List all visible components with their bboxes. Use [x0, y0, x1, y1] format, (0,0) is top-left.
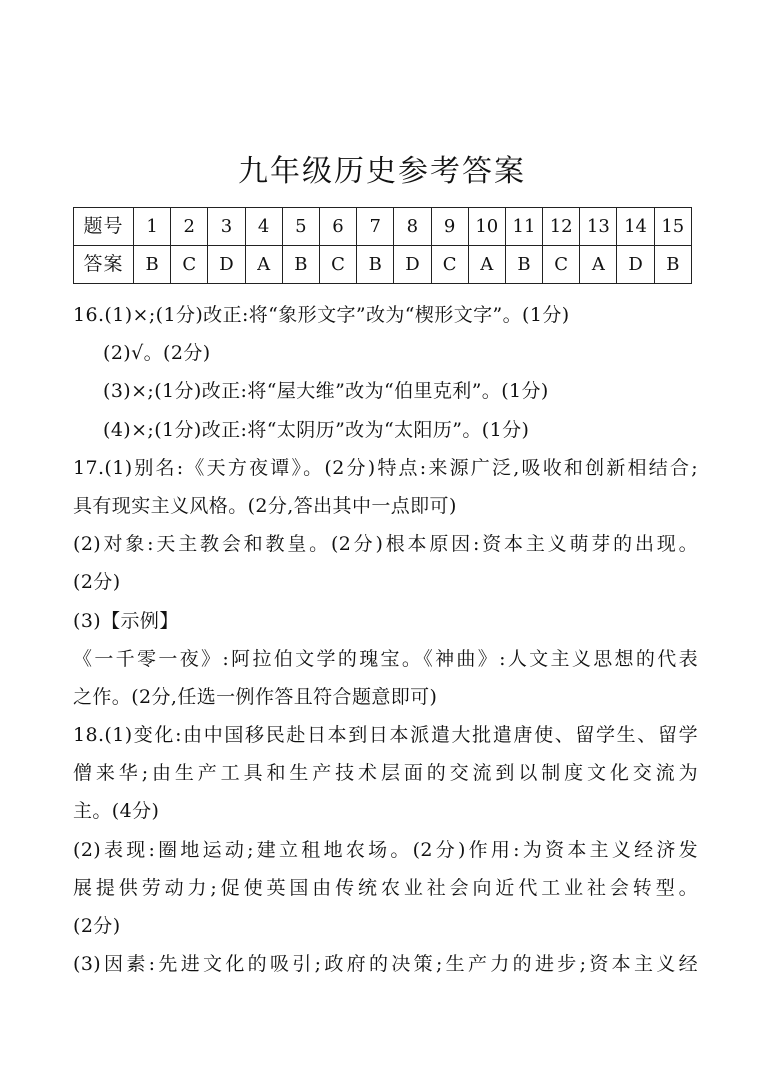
answer-row	[74, 246, 692, 284]
q17-part2-line2: (2分)	[73, 571, 121, 594]
q17-part3-line1: 《一千零一夜》:阿拉伯文学的瑰宝。《神曲》:人文主义思想的代表	[73, 647, 698, 670]
row-label-question-number: 题号	[74, 208, 134, 246]
question-number-cell: 8	[394, 208, 431, 246]
answer-cell: C	[319, 246, 356, 284]
answer-cell: A	[245, 246, 282, 284]
q18-part2-line3: (2分)	[73, 915, 121, 937]
page-title: 九年级历史参考答案	[238, 154, 526, 189]
question-number-cell: 6	[319, 208, 356, 246]
answer-cell: C	[431, 246, 468, 284]
question-number-cell: 3	[208, 208, 245, 246]
question-number-cell: 9	[431, 208, 468, 246]
q16-part3: (3)×;(1分)改正:将“屋大维”改为“伯里克利”。(1分)	[103, 380, 549, 403]
q17-part2-line1: (2)对象:天主教会和教皇。(2分)根本原因:资本主义萌芽的出现。	[73, 533, 698, 556]
question-number-cell: 5	[282, 208, 319, 246]
question-number-cell: 15	[654, 208, 691, 246]
answer-explanations	[73, 296, 698, 983]
answer-cell: A	[580, 246, 617, 284]
q16-part2: (2)√。(2分)	[103, 342, 211, 365]
question-number-row	[74, 208, 692, 246]
question-number-cell: 7	[357, 208, 394, 246]
q18-part2-line2: 展提供劳动力;促使英国由传统农业社会向近代工业社会转型。	[73, 876, 698, 899]
answer-table	[73, 207, 692, 284]
answer-cell: A	[468, 246, 505, 284]
q18-part1-line2: 僧来华;由生产工具和生产技术层面的交流到以制度文化交流为	[73, 762, 698, 785]
answer-cell: C	[171, 246, 208, 284]
answer-cell: B	[654, 246, 691, 284]
question-number-cell: 1	[134, 208, 171, 246]
question-number-cell: 10	[468, 208, 505, 246]
answer-cell: B	[505, 246, 542, 284]
q17-part1-line2: 具有现实主义风格。(2分,答出其中一点即可)	[73, 494, 457, 517]
answer-cell: B	[357, 246, 394, 284]
answer-cell: B	[134, 246, 171, 284]
answer-cell: D	[394, 246, 431, 284]
q18-part3-line1: (3)因素:先进文化的吸引;政府的决策;生产力的进步;资本主义经	[73, 953, 698, 976]
q18-part1-line1: 18.(1)变化:由中国移民赴日本到日本派遣大批遣唐使、留学生、留学	[73, 724, 698, 747]
answer-cell: B	[282, 246, 319, 284]
question-number-cell: 12	[543, 208, 580, 246]
q18-part1-line3: 主。(4分)	[73, 800, 160, 823]
q18-part2-line1: (2)表现:圈地运动;建立租地农场。(2分)作用:为资本主义经济发	[73, 838, 698, 861]
question-number-cell: 11	[505, 208, 542, 246]
answer-cell: D	[208, 246, 245, 284]
row-label-answer: 答案	[74, 246, 134, 284]
question-number-cell: 4	[245, 208, 282, 246]
q17-part3-line2: 之作。(2分,任选一例作答且符合题意即可)	[73, 685, 438, 708]
q16-part4: (4)×;(1分)改正:将“太阴历”改为“太阳历”。(1分)	[103, 418, 530, 441]
q16-part1: 16.(1)×;(1分)改正:将“象形文字”改为“楔形文字”。(1分)	[73, 304, 570, 326]
answer-cell: D	[617, 246, 654, 284]
question-number-cell: 13	[580, 208, 617, 246]
answer-cell: C	[543, 246, 580, 284]
q17-part3-heading: (3)【示例】	[73, 609, 179, 632]
q17-part1-line1: 17.(1)别名:《天方夜谭》。(2分)特点:来源广泛,吸收和创新相结合;	[73, 456, 698, 479]
question-number-cell: 14	[617, 208, 654, 246]
question-number-cell: 2	[171, 208, 208, 246]
